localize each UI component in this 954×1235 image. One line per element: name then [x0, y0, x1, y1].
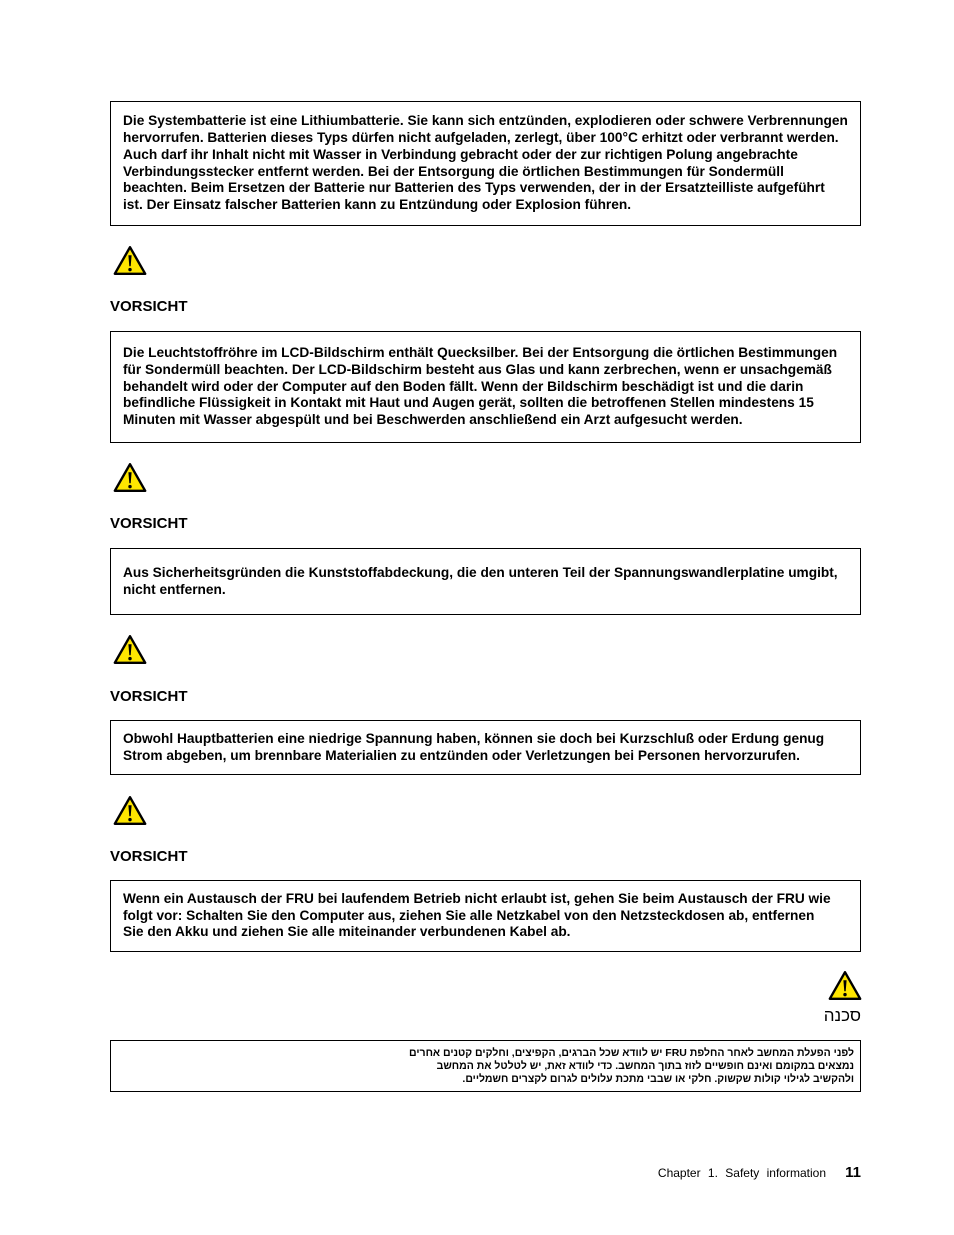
notice-text-line: Die Leuchtstoffröhre im LCD-Bildschirm enthält Quecksilber. Bei der Entsorgung die örtlichen Bestimmungen	[123, 345, 838, 361]
caution-notice-box	[110, 880, 861, 952]
caution-notice-box	[110, 331, 861, 443]
notice-text-line: לפני הפעלת המחשב לאחר החלפת FRU יש לוודא שכל הברגים, הקפיצים, וחלקים קטנים אחרים	[409, 1046, 854, 1059]
caution-heading: VORSICHT	[110, 515, 188, 532]
warning-triangle-icon	[113, 634, 147, 665]
caution-heading: VORSICHT	[110, 688, 188, 705]
notice-text-line: נמצאים במקומם ואינם חופשיים לזוז בתוך המחשב. כדי לוודא זאת, יש לטלטל את המחשב	[436, 1059, 854, 1072]
notice-text-line: Verbindungsstecker entfernt werden. Bei der Entsorgung die örtlichen Bestimmungen für Sondermüll	[123, 163, 784, 179]
notice-text-line: befindliche Flüssigkeit in Kontakt mit Haut und Augen gerät, sollten die betroffenen Stellen mindestens 15	[123, 395, 814, 411]
caution-notice-box	[110, 101, 861, 226]
notice-text-line: Auch darf ihr Inhalt nicht mit Wasser in Verbindung gebracht oder der zur richtigen Polung angebrachte	[123, 146, 798, 162]
notice-text-line: nicht entfernen.	[123, 581, 226, 597]
notice-text-line: behandelt wird oder der Computer auf den Boden fällt. Wenn der Bildschirm beschädigt ist und die darin	[123, 378, 804, 394]
caution-notice-box	[110, 548, 861, 615]
notice-text-line: hervorrufen. Batterien dieses Typs dürfen nicht aufgeladen, zerlegt, über 100°C erhitzt oder verbrannt werden.	[123, 130, 839, 146]
notice-text-line: Sie den Akku und ziehen Sie alle miteinander verbundenen Kabel ab.	[123, 924, 571, 940]
notice-text-line: ist. Der Einsatz falscher Batterien kann zu Entzündung oder Explosion führen.	[123, 196, 632, 212]
caution-heading: VORSICHT	[110, 848, 188, 865]
notice-text-line: Minuten mit Wasser abgespült und bei Beschwerden anschließend ein Arzt aufgesucht werden.	[123, 412, 743, 428]
page-number: 11	[845, 1164, 861, 1181]
notice-text-line: für Sondermüll beachten. Der LCD-Bildschirm besteht aus Glas und kann zerbrechen, wenn er unsachgemäß	[123, 361, 832, 377]
danger-heading: סכנה	[823, 1006, 861, 1025]
notice-text-line: Strom abgeben, um brennbare Materialien zu entzünden oder Verletzungen bei Personen hervorzurufen.	[123, 747, 800, 763]
warning-triangle-icon	[113, 245, 147, 276]
notice-text-line: Obwohl Hauptbatterien eine niedrige Spannung haben, können sie doch bei Kurzschluß oder Erdung genug	[123, 730, 825, 746]
notice-text-line: ולהקשיב לגילוי קולות שקשוק. חלקי או שבבי מתכת עלולים לגרום לקצרים חשמליים.	[462, 1072, 854, 1085]
footer-chapter-title: Chapter 1. Safety information	[657, 1166, 826, 1180]
warning-triangle-icon	[113, 795, 147, 826]
caution-notice-box	[110, 720, 861, 775]
notice-text-line: Wenn ein Austausch der FRU bei laufendem Betrieb nicht erlaubt ist, gehen Sie beim Austausch der FRU wie	[123, 890, 831, 906]
notice-text-line: beachten. Beim Ersetzen der Batterie nur Batterien des Typs verwenden, der in der Ersatzteilliste aufgeführt	[123, 180, 825, 196]
notice-text-line: Aus Sicherheitsgründen die Kunststoffabdeckung, die den unteren Teil der Spannungswandlerplatine umgibt,	[123, 564, 838, 580]
notice-text-line: folgt vor: Schalten Sie den Computer aus, ziehen Sie alle Netzkabel von den Netzsteckdosen ab, entfernen	[123, 907, 815, 923]
caution-heading: VORSICHT	[110, 298, 188, 315]
notice-text-line: Die Systembatterie ist eine Lithiumbatterie. Sie kann sich entzünden, explodieren oder schwere Verbrennungen	[123, 113, 848, 129]
danger-notice-box	[110, 1040, 861, 1092]
warning-triangle-icon	[113, 462, 147, 493]
warning-triangle-icon	[828, 970, 862, 1001]
